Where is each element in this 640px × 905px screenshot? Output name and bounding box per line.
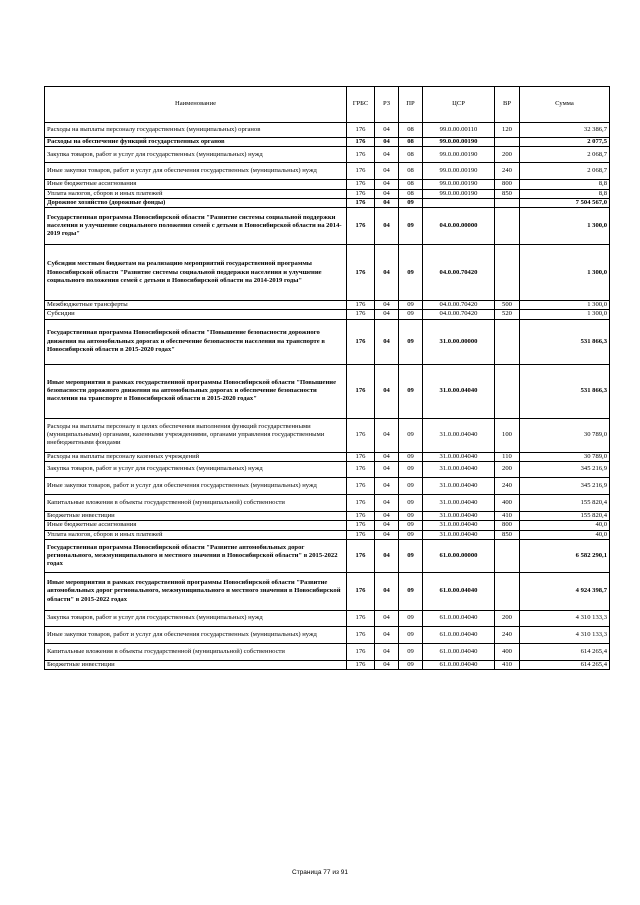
row-pr: 09 [399, 572, 423, 610]
row-rz: 04 [375, 180, 399, 189]
row-name: Иные мероприятия в рамках государственной программы Новосибирской области "Развитие автомобильных дорог регионального, межмуниципального и местного значения в Новосибирской области" в 2015-2022 годах [45, 572, 347, 610]
row-rz: 04 [375, 643, 399, 660]
header-rz: РЗ [375, 87, 399, 123]
row-sum: 40,0 [520, 530, 610, 539]
row-csr: 31.0.00.04040 [423, 495, 495, 512]
row-rz: 04 [375, 452, 399, 461]
table-row [45, 418, 610, 452]
row-grbs: 176 [347, 495, 375, 512]
row-rz: 04 [375, 418, 399, 452]
row-pr: 09 [399, 364, 423, 418]
row-grbs: 176 [347, 245, 375, 301]
row-pr: 09 [399, 198, 423, 207]
row-grbs: 176 [347, 643, 375, 660]
row-pr: 09 [399, 539, 423, 572]
row-name: Дорожное хозяйство (дорожные фонды) [45, 198, 347, 207]
row-grbs: 176 [347, 180, 375, 189]
row-rz: 04 [375, 198, 399, 207]
row-pr: 09 [399, 301, 423, 310]
table-row [45, 123, 610, 138]
row-csr: 04.0.00.00000 [423, 208, 495, 245]
row-name: Субсидии местным бюджетам на реализацию мероприятий государственной программы Новосибирской области "Развитие системы социальной поддержки населения и улучшение социального положения семей с детьми в Новосибирской области на 2014-2019 годы" [45, 245, 347, 301]
row-sum: 30 789,0 [520, 418, 610, 452]
row-rz: 04 [375, 138, 399, 147]
row-pr: 08 [399, 123, 423, 138]
table-row [45, 310, 610, 319]
row-grbs: 176 [347, 198, 375, 207]
row-sum: 345 216,9 [520, 478, 610, 495]
header-grbs: ГРБС [347, 87, 375, 123]
row-csr: 31.0.00.04040 [423, 452, 495, 461]
header-sum: Сумма [520, 87, 610, 123]
row-grbs: 176 [347, 301, 375, 310]
row-rz: 04 [375, 208, 399, 245]
row-name: Бюджетные инвестиции [45, 660, 347, 669]
table-row [45, 189, 610, 198]
row-name: Уплата налогов, сборов и иных платежей [45, 530, 347, 539]
row-grbs: 176 [347, 539, 375, 572]
row-sum: 2 068,7 [520, 163, 610, 180]
row-grbs: 176 [347, 163, 375, 180]
row-csr: 04.0.00.70420 [423, 301, 495, 310]
row-grbs: 176 [347, 521, 375, 530]
row-csr: 31.0.00.04040 [423, 462, 495, 478]
row-sum: 614 265,4 [520, 643, 610, 660]
row-pr: 09 [399, 310, 423, 319]
row-name: Расходы на выплаты персоналу государственных (муниципальных) органов [45, 123, 347, 138]
row-name: Иные мероприятия в рамках государственной программы Новосибирской области "Повышение безопасности дорожного движения на автомобильных дорогах и обеспечение безопасности населения на транспорте в Новосибирской области в 2015-2020 годах" [45, 364, 347, 418]
row-pr: 09 [399, 626, 423, 643]
row-grbs: 176 [347, 208, 375, 245]
row-grbs: 176 [347, 462, 375, 478]
row-csr: 31.0.00.00000 [423, 319, 495, 364]
row-csr: 61.0.00.04040 [423, 626, 495, 643]
row-csr: 61.0.00.04040 [423, 660, 495, 669]
row-pr: 09 [399, 660, 423, 669]
row-name: Расходы на выплаты персоналу в целях обеспечения выполнения функций государственными (муниципальными) органами, казенными учреждениями, органами управления государственными внебюджетными фондами [45, 418, 347, 452]
table-row [45, 626, 610, 643]
row-rz: 04 [375, 310, 399, 319]
row-rz: 04 [375, 660, 399, 669]
row-rz: 04 [375, 521, 399, 530]
row-csr: 61.0.00.04040 [423, 572, 495, 610]
row-sum: 4 310 133,3 [520, 626, 610, 643]
row-rz: 04 [375, 539, 399, 572]
table-row [45, 147, 610, 163]
row-rz: 04 [375, 462, 399, 478]
row-rz: 04 [375, 189, 399, 198]
row-pr: 08 [399, 138, 423, 147]
row-name: Уплата налогов, сборов и иных платежей [45, 189, 347, 198]
row-pr: 09 [399, 319, 423, 364]
row-name: Межбюджетные трансферты [45, 301, 347, 310]
row-rz: 04 [375, 245, 399, 301]
table-row [45, 478, 610, 495]
row-grbs: 176 [347, 452, 375, 461]
row-grbs: 176 [347, 138, 375, 147]
row-rz: 04 [375, 123, 399, 138]
row-rz: 04 [375, 530, 399, 539]
row-csr: 04.0.00.70420 [423, 310, 495, 319]
row-name: Субсидии [45, 310, 347, 319]
row-vr [495, 319, 520, 364]
row-grbs: 176 [347, 418, 375, 452]
row-rz: 04 [375, 478, 399, 495]
row-sum: 2 077,5 [520, 138, 610, 147]
table-row [45, 572, 610, 610]
table-row [45, 198, 610, 207]
row-csr: 99.0.00.00110 [423, 123, 495, 138]
row-vr: 200 [495, 462, 520, 478]
row-sum: 1 300,0 [520, 301, 610, 310]
row-grbs: 176 [347, 478, 375, 495]
row-grbs: 176 [347, 189, 375, 198]
header-pr: ПР [399, 87, 423, 123]
row-pr: 09 [399, 208, 423, 245]
row-vr: 410 [495, 660, 520, 669]
row-csr: 99.0.00.00190 [423, 180, 495, 189]
row-csr: 99.0.00.00190 [423, 163, 495, 180]
row-name: Иные закупки товаров, работ и услуг для обеспечения государственных (муниципальных) нужд [45, 626, 347, 643]
table-row [45, 452, 610, 461]
table-row [45, 208, 610, 245]
table-row [45, 512, 610, 521]
row-pr: 09 [399, 610, 423, 626]
row-csr: 61.0.00.04040 [423, 643, 495, 660]
row-sum: 531 866,3 [520, 319, 610, 364]
row-pr: 08 [399, 189, 423, 198]
row-vr: 850 [495, 189, 520, 198]
row-vr: 800 [495, 180, 520, 189]
row-sum: 531 866,3 [520, 364, 610, 418]
row-grbs: 176 [347, 123, 375, 138]
row-sum: 40,0 [520, 521, 610, 530]
row-rz: 04 [375, 163, 399, 180]
row-csr: 31.0.00.04040 [423, 512, 495, 521]
row-sum: 345 216,9 [520, 462, 610, 478]
budget-table [44, 86, 610, 670]
row-name: Закупка товаров, работ и услуг для государственных (муниципальных) нужд [45, 462, 347, 478]
row-csr: 31.0.00.04040 [423, 478, 495, 495]
row-name: Иные закупки товаров, работ и услуг для обеспечения государственных (муниципальных) нужд [45, 478, 347, 495]
row-name: Государственная программа Новосибирской области "Повышение безопасности дорожного движения на автомобильных дорогах и обеспечение безопасности населения на транспорте в Новосибирской области в 2015-2020 годах" [45, 319, 347, 364]
row-grbs: 176 [347, 147, 375, 163]
row-pr: 09 [399, 512, 423, 521]
row-vr: 240 [495, 163, 520, 180]
row-pr: 09 [399, 452, 423, 461]
row-rz: 04 [375, 364, 399, 418]
row-rz: 04 [375, 626, 399, 643]
row-pr: 08 [399, 163, 423, 180]
row-csr: 31.0.00.04040 [423, 521, 495, 530]
row-grbs: 176 [347, 512, 375, 521]
row-sum: 1 300,0 [520, 245, 610, 301]
row-sum: 6 582 290,1 [520, 539, 610, 572]
row-name: Капитальные вложения в объекты государственной (муниципальной) собственности [45, 495, 347, 512]
row-name: Иные бюджетные ассигнования [45, 180, 347, 189]
row-vr: 850 [495, 530, 520, 539]
row-name: Капитальные вложения в объекты государственной (муниципальной) собственности [45, 643, 347, 660]
row-name: Государственная программа Новосибирской области "Развитие системы социальной поддержки населения и улучшение социального положения семей с детьми в Новосибирской области на 2014-2019 годы" [45, 208, 347, 245]
row-pr: 09 [399, 418, 423, 452]
row-csr: 31.0.00.04040 [423, 364, 495, 418]
row-rz: 04 [375, 610, 399, 626]
row-pr: 09 [399, 530, 423, 539]
row-pr: 09 [399, 478, 423, 495]
row-csr: 61.0.00.04040 [423, 610, 495, 626]
row-vr: 400 [495, 495, 520, 512]
row-sum: 4 924 398,7 [520, 572, 610, 610]
table-row [45, 364, 610, 418]
row-sum: 7 504 567,0 [520, 198, 610, 207]
row-vr: 200 [495, 610, 520, 626]
table-row [45, 660, 610, 669]
table-row [45, 643, 610, 660]
table-row [45, 521, 610, 530]
row-vr [495, 364, 520, 418]
row-pr: 09 [399, 495, 423, 512]
row-grbs: 176 [347, 364, 375, 418]
row-sum: 155 820,4 [520, 495, 610, 512]
row-sum: 1 300,0 [520, 208, 610, 245]
row-vr: 240 [495, 626, 520, 643]
row-sum: 30 789,0 [520, 452, 610, 461]
row-name: Иные бюджетные ассигнования [45, 521, 347, 530]
table-row [45, 319, 610, 364]
row-grbs: 176 [347, 610, 375, 626]
row-csr: 99.0.00.00190 [423, 147, 495, 163]
row-vr: 120 [495, 123, 520, 138]
row-vr [495, 539, 520, 572]
table-row [45, 163, 610, 180]
row-sum: 32 386,7 [520, 123, 610, 138]
table-row [45, 301, 610, 310]
row-grbs: 176 [347, 626, 375, 643]
row-vr [495, 208, 520, 245]
row-grbs: 176 [347, 530, 375, 539]
row-name: Расходы на выплаты персоналу казенных учреждений [45, 452, 347, 461]
row-vr: 110 [495, 452, 520, 461]
row-pr: 09 [399, 245, 423, 301]
row-name: Закупка товаров, работ и услуг для государственных (муниципальных) нужд [45, 610, 347, 626]
row-vr: 100 [495, 418, 520, 452]
header-name: Наименование [45, 87, 347, 123]
table-row [45, 138, 610, 147]
row-csr: 31.0.00.04040 [423, 418, 495, 452]
table-row [45, 180, 610, 189]
row-csr: 04.0.00.70420 [423, 245, 495, 301]
row-pr: 08 [399, 180, 423, 189]
row-vr [495, 572, 520, 610]
row-name: Государственная программа Новосибирской области "Развитие автомобильных дорог регионального, межмуниципального и местного значения в Новосибирской области" в 2015-2022 годах [45, 539, 347, 572]
header-csr: ЦСР [423, 87, 495, 123]
row-sum: 2 068,7 [520, 147, 610, 163]
row-grbs: 176 [347, 310, 375, 319]
row-vr: 410 [495, 512, 520, 521]
table-row [45, 245, 610, 301]
row-sum: 8,8 [520, 180, 610, 189]
row-sum: 614 265,4 [520, 660, 610, 669]
row-csr: 61.0.00.00000 [423, 539, 495, 572]
table-row [45, 530, 610, 539]
row-vr: 500 [495, 301, 520, 310]
header-vr: ВР [495, 87, 520, 123]
row-sum: 8,8 [520, 189, 610, 198]
table-row [45, 610, 610, 626]
row-csr: 99.0.00.00190 [423, 189, 495, 198]
row-name: Закупка товаров, работ и услуг для государственных (муниципальных) нужд [45, 147, 347, 163]
row-csr: 99.0.00.00190 [423, 138, 495, 147]
row-vr: 200 [495, 147, 520, 163]
row-rz: 04 [375, 147, 399, 163]
row-pr: 08 [399, 147, 423, 163]
row-csr: 31.0.00.04040 [423, 530, 495, 539]
row-rz: 04 [375, 301, 399, 310]
row-grbs: 176 [347, 319, 375, 364]
row-grbs: 176 [347, 572, 375, 610]
row-vr [495, 245, 520, 301]
row-vr: 240 [495, 478, 520, 495]
row-vr [495, 198, 520, 207]
row-vr: 800 [495, 521, 520, 530]
row-rz: 04 [375, 572, 399, 610]
row-name: Бюджетные инвестиции [45, 512, 347, 521]
table-row [45, 462, 610, 478]
row-rz: 04 [375, 495, 399, 512]
row-name: Иные закупки товаров, работ и услуг для обеспечения государственных (муниципальных) нужд [45, 163, 347, 180]
page-number: Страница 77 из 91 [292, 869, 348, 876]
row-pr: 09 [399, 521, 423, 530]
row-pr: 09 [399, 462, 423, 478]
table-row [45, 539, 610, 572]
row-pr: 09 [399, 643, 423, 660]
row-grbs: 176 [347, 660, 375, 669]
row-vr: 400 [495, 643, 520, 660]
row-csr [423, 198, 495, 207]
row-sum: 155 820,4 [520, 512, 610, 521]
table-row [45, 495, 610, 512]
row-vr [495, 138, 520, 147]
row-vr: 520 [495, 310, 520, 319]
row-rz: 04 [375, 319, 399, 364]
row-rz: 04 [375, 512, 399, 521]
row-name: Расходы на обеспечение функций государственных органов [45, 138, 347, 147]
row-sum: 1 300,0 [520, 310, 610, 319]
row-sum: 4 310 133,3 [520, 610, 610, 626]
table-header-row [45, 87, 610, 123]
